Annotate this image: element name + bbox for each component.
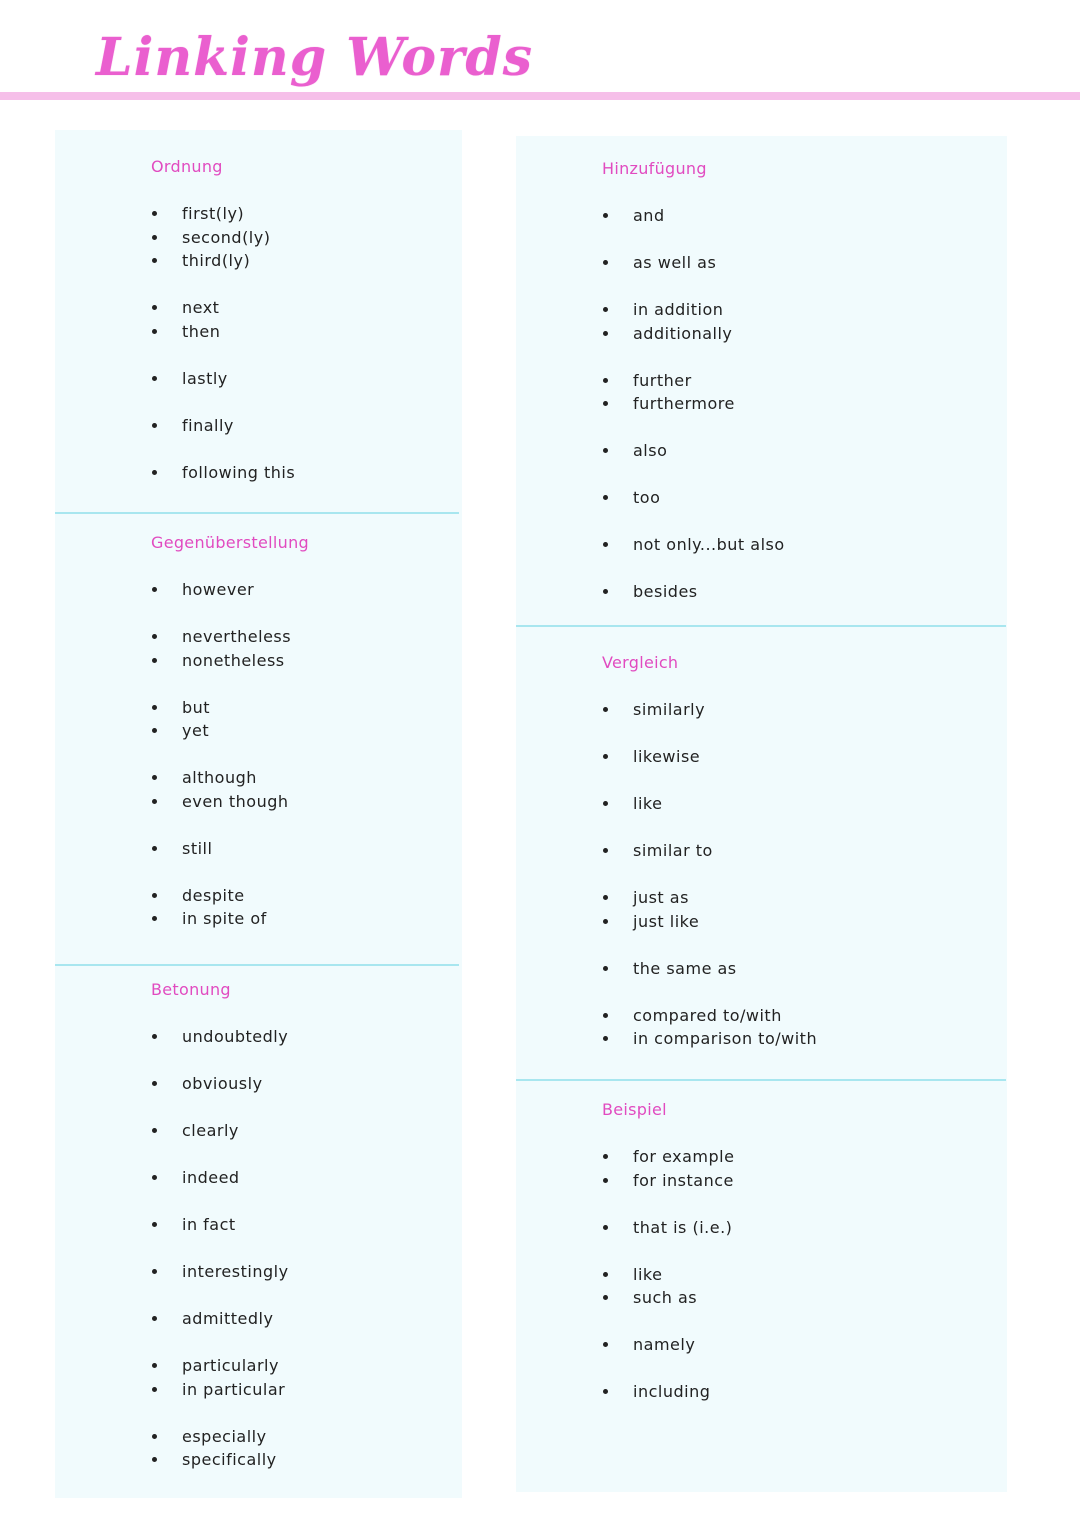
list-item-label: further (633, 370, 692, 390)
bullet-icon (152, 1269, 157, 1274)
list-item-label: nevertheless (182, 627, 292, 646)
section-heading: Gegenüberstellung (151, 533, 309, 552)
list-item-label: obviously (182, 1074, 263, 1093)
bullet-icon (603, 1154, 608, 1159)
bullet-icon (603, 1013, 608, 1018)
list-item-label: especially (182, 1426, 267, 1446)
bullet-icon (152, 1434, 157, 1439)
list-item-label: still (182, 838, 213, 858)
list-item-label: and (633, 206, 665, 225)
right-column (516, 136, 1007, 1492)
list-item-label: in fact (182, 1215, 236, 1234)
bullet-icon (603, 707, 608, 712)
bullet-icon (603, 260, 608, 265)
list-item-label: although (182, 768, 257, 788)
list-item-label: too (633, 488, 661, 508)
list-item-label: including (633, 1382, 711, 1402)
list-item-label: even though (182, 791, 289, 811)
title-underline (0, 92, 1080, 100)
bullet-icon (152, 1222, 157, 1227)
list-item-label: for instance (633, 1170, 734, 1190)
list-item-label: particularly (182, 1356, 279, 1375)
bullet-icon (152, 799, 157, 804)
bullet-icon (152, 634, 157, 639)
list-item-label: just like (633, 911, 700, 931)
list-item-label: also (633, 441, 668, 461)
list-item-label: admittedly (182, 1309, 274, 1328)
bullet-icon (152, 235, 157, 240)
list-item-label: undoubtedly (182, 1027, 289, 1046)
list-item-label: as well as (633, 253, 717, 272)
list-item-label: like (633, 794, 663, 813)
list-item-label: furthermore (633, 394, 735, 414)
list-item-label: clearly (182, 1121, 239, 1140)
bullet-icon (152, 846, 157, 851)
section-heading: Betonung (151, 980, 231, 999)
list-item-label: third(ly) (182, 251, 251, 271)
list-item-label: for example (633, 1147, 735, 1166)
list-item-label: not only...but also (633, 535, 785, 555)
bullet-icon (152, 1081, 157, 1086)
list-item-label: such as (633, 1288, 698, 1308)
bullet-icon (603, 331, 608, 336)
bullet-icon (603, 895, 608, 900)
list-item-label: in spite of (182, 909, 267, 929)
bullet-icon (152, 1175, 157, 1180)
list-item-label: in particular (182, 1379, 286, 1399)
section-heading: Ordnung (151, 157, 223, 176)
list-item-label: like (633, 1264, 663, 1284)
section-divider (55, 964, 459, 966)
list-item-label: the same as (633, 958, 737, 978)
section-heading: Hinzufügung (602, 159, 707, 178)
bullet-icon (603, 378, 608, 383)
bullet-icon (152, 329, 157, 334)
bullet-icon (152, 470, 157, 475)
list-item-label: similarly (633, 700, 706, 719)
bullet-icon (152, 587, 157, 592)
section-divider (516, 1079, 1006, 1081)
list-item-label: likewise (633, 747, 701, 766)
page-title: Linking Words (96, 27, 534, 88)
bullet-icon (603, 1178, 608, 1183)
list-item-label: lastly (182, 368, 228, 388)
bullet-icon (603, 1272, 608, 1277)
list-item-label: then (182, 321, 221, 341)
bullet-icon (152, 1363, 157, 1368)
list-item-label: first(ly) (182, 204, 245, 223)
bullet-icon (603, 919, 608, 924)
bullet-icon (152, 211, 157, 216)
list-item-label: however (182, 580, 255, 599)
bullet-icon (603, 848, 608, 853)
list-item-label: interestingly (182, 1262, 289, 1281)
left-column (55, 130, 462, 1498)
list-item-label: indeed (182, 1168, 240, 1187)
list-item-label: additionally (633, 323, 733, 343)
list-item-label: in addition (633, 300, 724, 319)
list-item-label: following this (182, 462, 296, 482)
list-item-label: next (182, 298, 220, 318)
list-item-label: namely (633, 1335, 696, 1355)
section-divider (516, 625, 1006, 627)
bullet-icon (152, 1316, 157, 1321)
bullet-icon (152, 1387, 157, 1392)
bullet-icon (603, 213, 608, 218)
bullet-icon (152, 893, 157, 898)
list-item-label: nonetheless (182, 650, 285, 670)
bullet-icon (603, 307, 608, 312)
bullet-icon (152, 658, 157, 663)
section-divider (55, 512, 459, 514)
list-item-label: besides (633, 582, 698, 602)
list-item-label: just as (633, 888, 689, 907)
bullet-icon (152, 1128, 157, 1133)
bullet-icon (603, 754, 608, 759)
list-item-label: yet (182, 721, 210, 741)
section-heading: Beispiel (602, 1100, 667, 1119)
list-item-label: finally (182, 415, 234, 435)
bullet-icon (603, 966, 608, 971)
list-item-label: but (182, 697, 211, 717)
bullet-icon (152, 705, 157, 710)
list-item-label: similar to (633, 841, 713, 860)
bullet-icon (603, 1225, 608, 1230)
bullet-icon (152, 1034, 157, 1039)
list-item-label: second(ly) (182, 227, 271, 247)
section-heading: Vergleich (602, 653, 679, 672)
list-item-label: in comparison to/with (633, 1029, 818, 1049)
list-item-label: despite (182, 885, 245, 905)
bullet-icon (152, 376, 157, 381)
list-item-label: specifically (182, 1450, 277, 1470)
bullet-icon (152, 423, 157, 428)
list-item-label: that is (i.e.) (633, 1217, 733, 1237)
list-item-label: compared to/with (633, 1005, 782, 1025)
bullet-icon (603, 801, 608, 806)
